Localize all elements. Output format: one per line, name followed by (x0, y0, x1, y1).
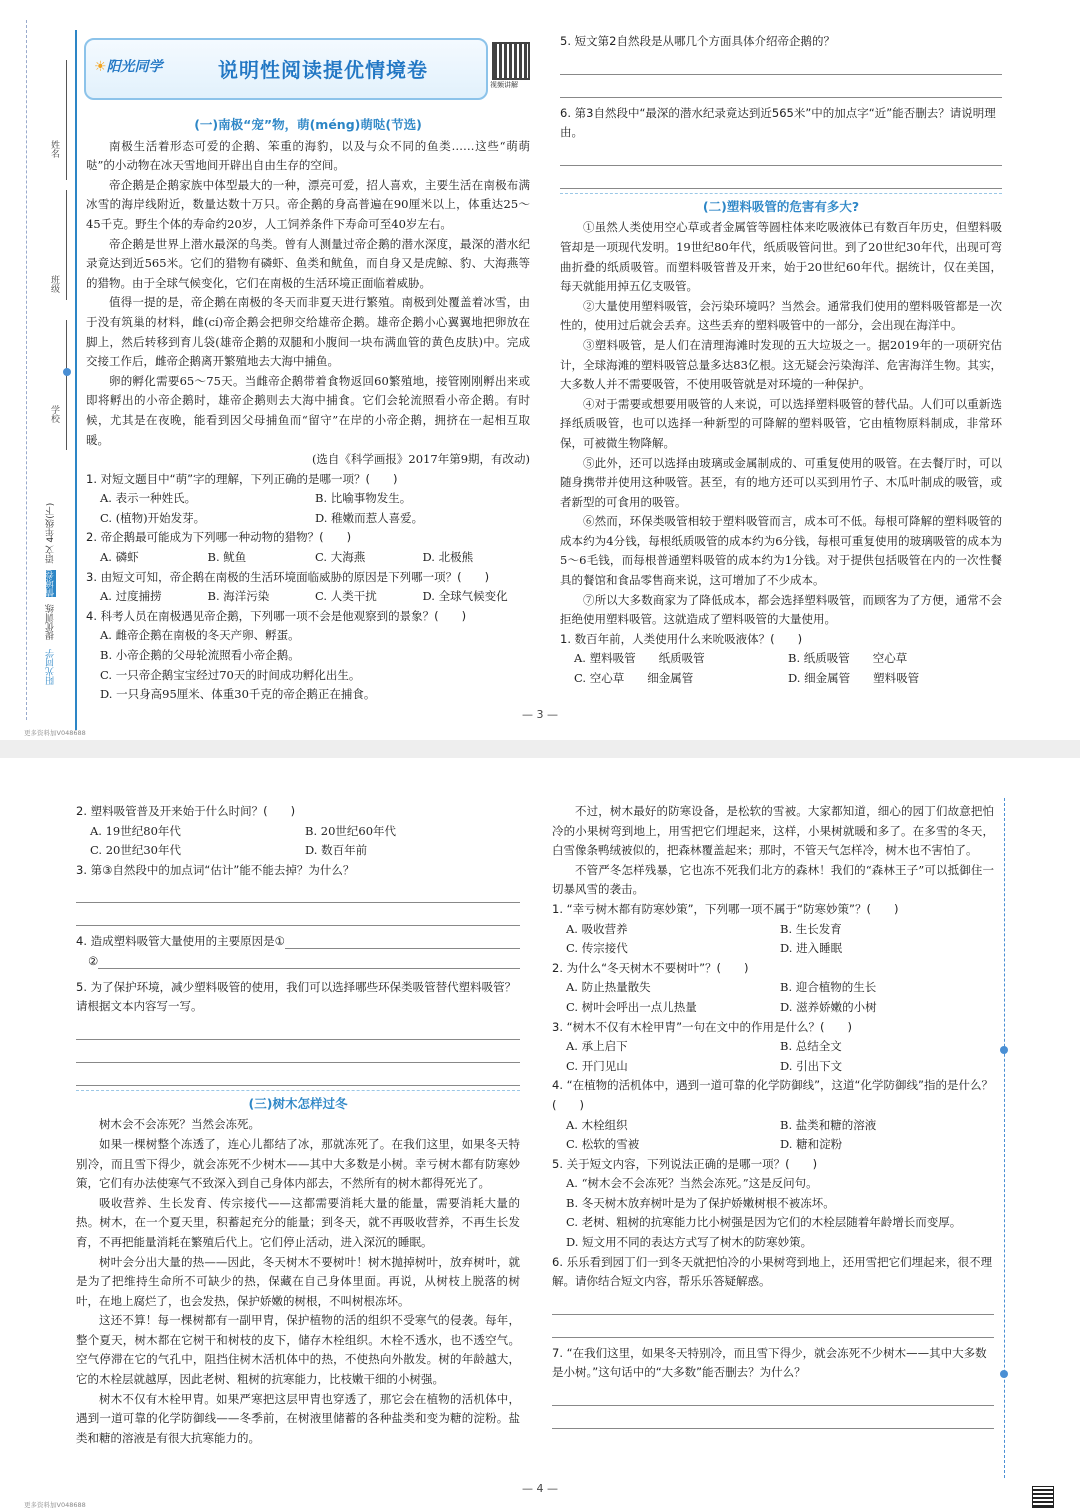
question-s2-5: 5. 为了保护环境，减少塑料吸管的使用，我们可以选择哪些环保类吸管替代塑料吸管？请根据文本内容写一写。 (76, 979, 517, 1014)
option[interactable]: C. 20世纪30年代 (90, 843, 181, 858)
s1-paragraph: 帝企鹅是企鹅家族中体型最大的一种，漂亮可爱，招人喜欢，主要生活在南极布满冰雪的海岸线附近，数量达数十万只。帝企鹅的身高普遍在90厘米以上，体重达25～45千克。野生个体的寿命约20岁，人工饲养条件下寿命可至40岁左右。 (86, 177, 530, 231)
option[interactable]: A. 塑料吸管 纸质吸管 (574, 651, 705, 666)
option[interactable]: D. 引出下文 (780, 1058, 843, 1073)
s3q1-options (552, 920, 994, 959)
hole-dot (1000, 1046, 1008, 1054)
option[interactable]: C. (植物)开始发芽。 (100, 510, 206, 525)
option[interactable]: B. 小帝企鹅的父母轮流照看小帝企鹅。 (100, 648, 300, 663)
q1-options (86, 489, 530, 528)
option[interactable]: C. 一只帝企鹅宝宝经过70天的时间成功孵化出生。 (100, 667, 361, 682)
s2-paragraph: ③塑料吸管，是人们在清理海滩时发现的五大垃圾之一。据2019年的一项研究估计，全球海滩的塑料吸管总量多达83亿根。这无疑会污染海洋、危害海洋生物。其实，大多数人并不需要吸管，不使用吸管就是对环境的一种保护。 (560, 337, 1002, 392)
question-s2-1: 1. 数百年前，人类使用什么来吮吸液体？( ) (560, 631, 803, 646)
s3-paragraph: 树木不仅有木栓甲胄。如果严寒把这层甲胄也穿透了，那它会在植物的活机体中，遇到一道可靠的化学防御线——冬季前，在树液里储蓄的各种盐类和变为糖的淀粉。盐类和糖的溶液是有很大抗寒能力的。 (76, 1391, 520, 1445)
question-3: 3. 由短文可知，帝企鹅在南极的生活环境面临威胁的原因是下列哪一项？( ) (86, 569, 490, 584)
answer-line[interactable] (98, 952, 520, 969)
side-label-class: 班级 (49, 275, 59, 293)
answer-line[interactable] (560, 166, 1002, 189)
school-line (66, 320, 67, 450)
option[interactable]: D. 全球气候变化 (422, 589, 508, 604)
s3q3-options (552, 1037, 994, 1076)
section-2-title: (二)塑料吸管的危害有多大? (560, 193, 1002, 217)
spine-tag: 情境卷 (46, 570, 56, 598)
brand-logo (94, 56, 163, 76)
left-column (76, 802, 520, 1448)
option[interactable]: C. 松软的雪被 (566, 1137, 640, 1152)
s2-paragraph: ⑥然而，环保类吸管相较于塑料吸管而言，成本可不低。每根可降解的塑料吸管的成本约为4分钱，每根纸质吸管的成本约为6分钱，每根可重复使用的玻璃吸管的成本为5～6毛钱，而每根普通塑料吸管的成本约为1分钱。对于提供包括吸管在内的一次性餐具的餐馆和食品零售商来说，这可增加了不少成本。 (560, 514, 1002, 588)
answer-line[interactable] (560, 143, 1002, 166)
answer-line[interactable] (560, 52, 1002, 75)
option[interactable]: B. 冬天树木放弃树叶是为了保护娇嫩树根不被冻坏。 (566, 1195, 835, 1210)
qr-code-icon[interactable] (1032, 1486, 1054, 1508)
answer-line[interactable] (552, 1383, 994, 1406)
hole-dot (63, 368, 71, 376)
question-s3-7: 7. “在我们这里，如果冬天特别冷，而且雪下得少，就会冻死不少树木——其中大多数是小树。”这句话中的“大多数”能否删去？为什么？ (552, 1345, 987, 1380)
option[interactable]: B. 20世纪60年代 (305, 823, 397, 838)
option[interactable]: A. 19世纪80年代 (90, 823, 181, 838)
s3-paragraph: 不过，树木最好的防寒设备，是松软的雪被。大家都知道，细心的园丁们故意把怕冷的小果树弯到地上，用雪把它们埋起来，这样，小果树就暖和多了。在多雪的冬天，白雪像条鸭绒被似的，把森林覆盖起来；那时，不管天气怎样冷，树木也不害怕了。 (552, 804, 994, 858)
option[interactable]: B. 比喻事物发生。 (315, 491, 412, 506)
option[interactable]: C. 空心草 细金属管 (574, 671, 694, 686)
question-5: 5. 短文第2自然段是从哪几个方面具体介绍帝企鹅的？ (560, 34, 835, 48)
s2-paragraph: ④对于需要或想要用吸管的人来说，可以选择塑料吸管的替代品。人们可以重新选择纸质吸管，也可以选择一种新型的可降解的塑料吸管，它由植物原料制成，非常环保，可被微生物降解。 (560, 396, 1002, 450)
section-1-title: (一)南极“宠”物，萌(méng)萌哒(节选) (194, 117, 422, 132)
s3-paragraph: 不管严冬怎样残暴，它也冻不死我们北方的森林！我们的“森林王子”可以抵御住一切暴风雪的袭击。 (552, 862, 994, 897)
s2-paragraph: ⑦所以大多数商家为了降低成本，都会选择塑料吸管，而顾客为了方便，通常不会拒绝使用塑料吸管。这就造成了塑料吸管的大量使用。 (560, 592, 1002, 627)
option[interactable]: C. 人类干扰 (315, 589, 377, 604)
answer-line[interactable] (560, 75, 1002, 98)
question-4: 4. 科考人员在南极遇见帝企鹅，下列哪一项不会是他观察到的景象？( ) (86, 608, 467, 623)
source-note: (选自《科学画报》2017年第9期，有改动) (311, 452, 530, 467)
logo-sun-icon: ☀ (94, 59, 107, 75)
answer-line[interactable] (552, 1406, 994, 1429)
question-s3-3: 3. “树木不仅有木栓甲胄”一句在文中的作用是什么？( ) (552, 1019, 853, 1034)
page-4 (0, 758, 1080, 1511)
option[interactable]: B. 纸质吸管 空心草 (788, 651, 908, 666)
s1-paragraph: 南极生活着形态可爱的企鹅、笨重的海豹，以及与众不同的鱼类……这些“萌萌哒”的小动物在冰天雪地间开辟出自由生存的空间。 (86, 138, 530, 173)
s1-paragraph: 卵的孵化需要65～75天。当雌帝企鹅带着食物返回60繁殖地，接管刚刚孵出来或即将孵出的小帝企鹅时，雄帝企鹅则去大海中捕食。它们会轮流照看小帝企鹅。有时候，尤其是在夜晚，能看到因父母捕鱼而“留守”在岸的小帝企鹅，拥挤在一起相互取暖。 (86, 373, 530, 447)
option[interactable]: A. 吸收营养 (566, 921, 628, 936)
option[interactable]: A. 磷虾 (100, 550, 139, 565)
option[interactable]: A. 雌帝企鹅在南极的冬天产卵、孵蛋。 (100, 628, 300, 643)
option[interactable]: D. 稚嫩而惹人喜爱。 (315, 510, 424, 525)
option[interactable]: A. “树木会不会冻死？当然会冻死。”这是反问句。 (566, 1176, 818, 1191)
option[interactable]: B. 鱿鱼 (207, 550, 247, 565)
option[interactable]: A. 防止热量散失 (566, 980, 651, 995)
answer-line[interactable] (552, 1292, 994, 1315)
question-1: 1. 对短文题目中“萌”字的理解，下列正确的是哪一项？( ) (86, 471, 398, 486)
spine-banner (44, 455, 62, 685)
right-column (552, 802, 994, 1429)
question-s3-5: 5. 关于短文内容，下列说法正确的是哪一项？( ) (552, 1156, 818, 1171)
question-stem: ② (88, 953, 99, 968)
option[interactable]: D. 滋养娇嫩的小树 (780, 999, 877, 1014)
q3-options (86, 587, 530, 607)
margin-rule (75, 30, 77, 730)
option[interactable]: D. 进入睡眠 (780, 941, 843, 956)
question-s2-3: 3. 第③自然段中的加点词“估计”能不能去掉？为什么？ (76, 862, 355, 877)
spine-series: 提优训练 (46, 604, 56, 641)
spine-brand: 阳光同学 (46, 649, 56, 685)
s3q4-options (552, 1116, 994, 1155)
name-line (66, 60, 67, 180)
s2-paragraph: ①虽然人类使用空心草或者金属管等圆柱体来吃吸液体已有数百年历史，但塑料吸管却是一项现代发明。19世纪80年代，纸质吸管问世。到了20世纪30年代，出现可弯曲折叠的纸质吸管。而塑料吸管普及开来，始于20世纪60年代。据统计，仅在美国，每天就能用掉五亿支吸管。 (560, 220, 1002, 294)
section-3-title: (三)树木怎样过冬 (76, 1090, 520, 1114)
option[interactable]: A. 木栓组织 (566, 1117, 628, 1132)
s3-paragraph: 如果一棵树整个冻透了，连心儿都结了冰，那就冻死了。在我们这里，如果冬天特别冷，而且雪下得少，就会冻死不少树木——其中大多数是小树。幸亏树木都有防寒妙策，它们有办法使寒气不致深入到自己身体内部去，不然所有的树木都得死光了。 (76, 1136, 520, 1191)
question-stem: 4. 造成塑料吸管大量使用的主要原因是① (76, 934, 285, 949)
q2-options (86, 548, 530, 568)
class-line (66, 190, 67, 300)
option[interactable]: C. 树叶会呼出一点儿热量 (566, 999, 697, 1014)
spine-grade: 语文 4年级(下) (46, 502, 56, 564)
option[interactable]: C. 传宗接代 (566, 941, 628, 956)
question-s3-2: 2. 为什么“冬天树木不要树叶”？( ) (552, 960, 749, 975)
question-s3-1: 1. “幸亏树木都有防寒妙策”，下列哪一项不属于“防寒妙策”？( ) (552, 901, 899, 916)
question-s2-2: 2. 塑料吸管普及开来始于什么时间？( ) (76, 804, 296, 818)
question-s2-4 (76, 932, 520, 952)
s1-paragraph: 值得一提的是，帝企鹅在南极的冬天而非夏天进行繁殖。南极到处覆盖着冰雪，由于没有筑巢的材料，雌(cí)帝企鹅会把卵交给雄帝企鹅。雄帝企鹅小心翼翼地把卵放在脚上，然后转移到育儿袋(雄帝企鹅的双腿和小腹间一块布满血管的黄色皮肤)中。完成交接工作后，雌帝企鹅离开繁殖地去大海中捕鱼。 (86, 295, 530, 369)
answer-line[interactable] (76, 880, 520, 903)
s2q2-options (76, 822, 520, 861)
footer-note: 更多资料加V048688 (24, 729, 86, 737)
option[interactable]: D. 数百年前 (305, 843, 368, 858)
question-6: 6. 第3自然段中“最深的潜水纪录竟达到近565米”中的加点字“近”能否删去？请说明理由。 (560, 105, 996, 140)
answer-line[interactable] (76, 903, 520, 926)
option[interactable]: B. 迎合植物的生长 (780, 980, 877, 995)
side-label-name: 姓名 (49, 140, 59, 158)
option[interactable]: C. 大海燕 (315, 550, 366, 565)
option[interactable]: D. 糖和淀粉 (780, 1137, 843, 1152)
answer-line[interactable] (76, 1040, 520, 1063)
option[interactable]: A. 表示一种姓氏。 (100, 491, 197, 506)
side-label-school: 学校 (49, 405, 59, 423)
hole-dot (1000, 1370, 1008, 1378)
option[interactable]: B. 总结全文 (780, 1039, 842, 1054)
right-column (560, 32, 1002, 689)
s3q2-options (552, 978, 994, 1017)
footer-note: 更多资料加V048688 (24, 1501, 86, 1509)
option[interactable]: C. 开门见山 (566, 1058, 628, 1073)
option[interactable]: A. 承上启下 (566, 1039, 628, 1054)
page-3 (0, 0, 1080, 740)
option[interactable]: A. 过度捕捞 (100, 589, 162, 604)
option[interactable]: D. 细金属管 塑料吸管 (788, 671, 920, 686)
s2q1-options (560, 649, 1002, 688)
answer-line[interactable] (76, 1017, 520, 1040)
q4-options (86, 626, 530, 704)
option[interactable]: C. 老树、粗树的抗寒能力比小树强是因为它们的木栓层随着年龄增长而变厚。 (566, 1215, 962, 1230)
s3-paragraph: 吸收营养、生长发育、传宗接代——这都需要消耗大量的能量，需要消耗大量的热。树木，在一个夏天里，积蓄起充分的能量；到冬天，就不再吸收营养，不再生长发育，不再把能量消耗在繁殖后代上。它们停止活动，进入深沉的睡眠。 (76, 1195, 520, 1249)
answer-line[interactable] (285, 932, 520, 949)
answer-line[interactable] (552, 1315, 994, 1338)
left-column (86, 108, 530, 705)
question-2: 2. 帝企鹅最可能成为下列哪一种动物的猎物？( ) (86, 530, 352, 545)
answer-line[interactable] (76, 1063, 520, 1086)
s1-paragraph: 帝企鹅是世界上潜水最深的鸟类。曾有人测量过帝企鹅的潜水深度，最深的潜水纪录竟达到近565米。它们的猎物有磷虾、鱼类和鱿鱼，而自身又是虎鲸、豹、大海燕等的猎物。由于全球气候变化，它们在南极的生活环境正面临着威胁。 (86, 236, 530, 290)
s3q5-options (552, 1174, 994, 1252)
brand-text: 阳光同学 (106, 59, 163, 75)
binding-line (26, 20, 27, 720)
page-title: 说明性阅读提优情境卷 (218, 58, 428, 82)
question-s2-4-part2 (76, 952, 520, 972)
qr-caption: 视频讲解 (490, 81, 518, 89)
option[interactable]: B. 海洋污染 (207, 589, 270, 604)
page-number: — 4 — (522, 1482, 558, 1495)
header-banner (84, 38, 488, 100)
s3-paragraph: 树木会不会冻死？当然会冻死。 (99, 1117, 260, 1132)
option[interactable]: D. 一只身高95厘米、体重30千克的帝企鹅正在捕食。 (100, 687, 376, 702)
s2-paragraph: ⑤此外，还可以选择由玻璃或金属制成的、可重复使用的吸管。在去餐厅时，可以随身携带并使用这种吸管。甚至，有的地方还可以买到用竹子、木瓜叶制成的吸管，或者新型的可食用的吸管。 (560, 455, 1002, 509)
option[interactable]: B. 生长发育 (780, 921, 842, 936)
page-number: — 3 — (522, 708, 558, 721)
option[interactable]: D. 北极熊 (422, 550, 474, 565)
s2-paragraph: ②大量使用塑料吸管，会污染环境吗？当然会。通常我们使用的塑料吸管都是一次性的，使用过后就会丢弃。这些丢弃的塑料吸管中的一部分，会出现在海洋中。 (560, 298, 1002, 333)
question-s3-4: 4. “在植物的活机体中，遇到一道可靠的化学防御线”，这道“化学防御线”指的是什么？( ) (552, 1078, 993, 1112)
question-s3-6: 6. 乐乐看到园丁们一到冬天就把怕冷的小果树弯到地上，还用雪把它们埋起来，很不理解。请你结合短文内容，帮乐乐答疑解惑。 (552, 1254, 993, 1289)
option[interactable]: D. 短文用不同的表达方式写了树木的防寒妙策。 (566, 1235, 813, 1250)
s3-paragraph: 树叶会分出大量的热——因此，冬天树木不要树叶！树木抛掉树叶，放弃树叶，就是为了把维持生命所不可缺少的热，保藏在自己身体里面。再说，从树枝上脱落的树叶，在地上腐烂了，也会发热，保护娇嫩的树根，不叫树根冻坏。 (76, 1254, 520, 1308)
option[interactable]: B. 盐类和糖的溶液 (780, 1117, 877, 1132)
s3-paragraph: 这还不算！每一棵树都有一副甲胄，保护植物的活的组织不受寒气的侵袭。每年，整个夏天，树木都在它树干和树枝的皮下，储存木栓组织。木栓不透水，也不透空气。空气停滞在它的气孔中，阻挡住树木活机体中的热，不使热向外散发。树的年龄越大，它的木栓层就越厚，因此老树、粗树的抗寒能力，比枝嫩干细的小树强。 (76, 1313, 520, 1387)
qr-code-icon[interactable] (492, 42, 530, 80)
